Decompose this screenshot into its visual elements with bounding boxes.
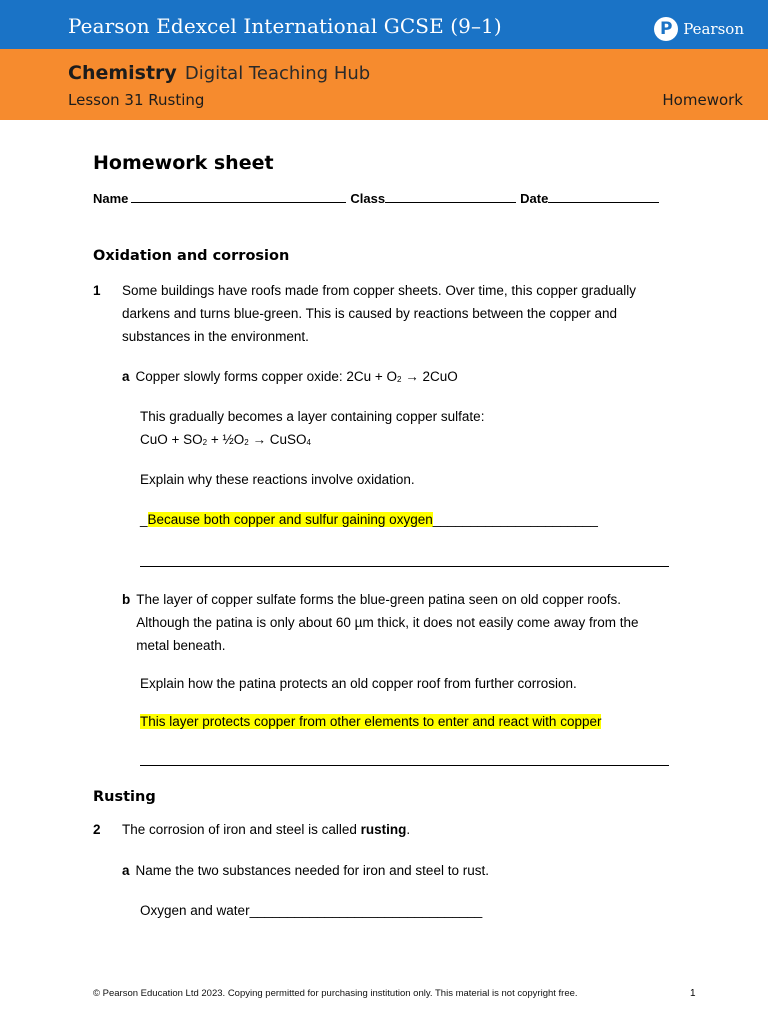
- class-field[interactable]: [385, 189, 516, 203]
- subject-heading: [68, 62, 370, 85]
- copper-sulfate-equation: CuO + $SO_2$ + $\frac{1}{2}O_2$ → CuSO$_4$: [140, 432, 311, 447]
- part-label: b: [122, 592, 131, 607]
- series-title: Pearson Edexcel International GCSE (9–1): [68, 14, 502, 38]
- part-label: a: [122, 369, 130, 384]
- date-label: Date: [520, 191, 549, 206]
- answer-1b[interactable]: [140, 710, 670, 733]
- lesson-title: Lesson 31 Rusting: [68, 91, 205, 109]
- pearson-brand: [654, 16, 744, 42]
- question-2-text: The corrosion of iron and steel is called rusting.: [122, 822, 411, 837]
- subject-name: Chemistry: [68, 62, 177, 84]
- name-field[interactable]: [131, 189, 346, 203]
- answer-1a[interactable]: _Because both copper and sulfur gaining oxygen______________________: [140, 512, 598, 527]
- question-2a: a Name the two substances needed for iron and steel to rust.: [122, 863, 489, 878]
- hub-name: Digital Teaching Hub: [184, 63, 371, 84]
- sheet-type: Homework: [662, 91, 743, 109]
- name-label: Name: [93, 191, 129, 206]
- question-number: 2: [93, 822, 101, 837]
- question-1-text: Some buildings have roofs made from copper sheets. Over time, this copper gradually darkens and turns blue-green. This is caused by reactions between the copper and substances in the environment.: [122, 283, 637, 344]
- page-number: 1: [690, 988, 696, 999]
- date-field[interactable]: [548, 189, 659, 203]
- question-1a-prompt: Explain why these reactions involve oxidation.: [140, 472, 415, 487]
- part-label: a: [122, 863, 130, 878]
- student-details-row: [93, 189, 669, 206]
- section-heading-oxidation: Oxidation and corrosion: [93, 248, 290, 264]
- section-heading-rusting: Rusting: [93, 789, 156, 805]
- brand-name: Pearson: [683, 20, 744, 38]
- answer-line[interactable]: [140, 566, 669, 567]
- question-number: 1: [93, 283, 101, 298]
- answer-1b-text: This layer protects copper from other elements to enter and react with copper: [140, 714, 602, 729]
- class-label: Class: [350, 191, 386, 206]
- question-1a: a Copper slowly forms copper oxide: $2Cu + O_2 \to 2CuO$: [122, 369, 458, 384]
- subject-bar: [0, 49, 768, 120]
- answer-1a-text: Because both copper and sulfur gaining oxygen: [147, 512, 433, 527]
- header-bar: [0, 0, 768, 49]
- answer-2a-text: Oxygen and water: [140, 903, 250, 918]
- question-1b-prompt: Explain how the patina protects an old copper roof from further corrosion.: [140, 676, 577, 691]
- question-1b-text: The layer of copper sulfate forms the blue-green patina seen on old copper roofs. Although the patina is only about 60 µm thick, it does not easily come away from the metal beneath.: [136, 592, 639, 653]
- question-1a-info: This gradually becomes a layer containing copper sulfate:: [140, 409, 485, 424]
- answer-line[interactable]: [140, 765, 669, 766]
- question-1b: [122, 588, 672, 657]
- sheet-title: Homework sheet: [93, 152, 274, 174]
- pearson-logo-icon: P: [654, 17, 678, 41]
- answer-2a[interactable]: Oxygen and water_______________________________: [140, 903, 483, 918]
- copyright-footer: © Pearson Education Ltd 2023. Copying permitted for purchasing institution only. This material is not copyright free.: [93, 988, 578, 999]
